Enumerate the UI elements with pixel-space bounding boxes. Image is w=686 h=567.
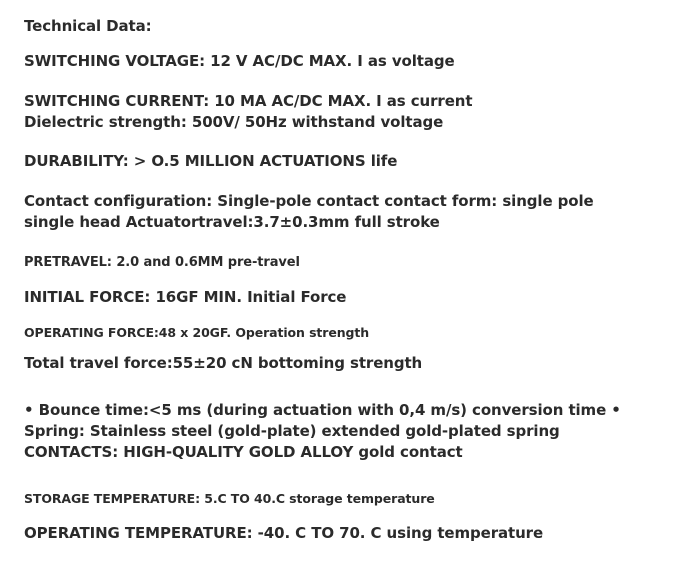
pretravel: PRETRAVEL: 2.0 and 0.6MM pre-travel [24, 255, 300, 270]
spring: Spring: Stainless steel (gold-plate) extended gold-plated spring [24, 422, 560, 440]
durability: DURABILITY: > O.5 MILLION ACTUATIONS life [24, 152, 398, 170]
switching-current: SWITCHING CURRENT: 10 MA AC/DC MAX. I as current [24, 92, 473, 110]
initial-force: INITIAL FORCE: 16GF MIN. Initial Force [24, 288, 347, 306]
section-heading: Technical Data: [24, 17, 152, 35]
contact-configuration-line-1: Contact configuration: Single-pole contact contact form: single pole [24, 192, 594, 210]
operating-temperature: OPERATING TEMPERATURE: -40. C TO 70. C using temperature [24, 524, 544, 542]
contacts: CONTACTS: HIGH-QUALITY GOLD ALLOY gold contact [24, 443, 463, 461]
contact-configuration-line-2: single head Actuatortravel:3.7±0.3mm full stroke [24, 213, 440, 231]
switching-voltage: SWITCHING VOLTAGE: 12 V AC/DC MAX. I as voltage [24, 52, 455, 70]
dielectric-strength: Dielectric strength: 500V/ 50Hz withstand voltage [24, 113, 444, 131]
operating-force: OPERATING FORCE:48 x 20GF. Operation strength [24, 325, 370, 340]
storage-temperature: STORAGE TEMPERATURE: 5.C TO 40.C storage temperature [24, 491, 435, 506]
total-travel-force: Total travel force:55±20 cN bottoming strength [24, 354, 423, 372]
bounce-time: • Bounce time:<5 ms (during actuation with 0,4 m/s) conversion time • [24, 401, 621, 419]
